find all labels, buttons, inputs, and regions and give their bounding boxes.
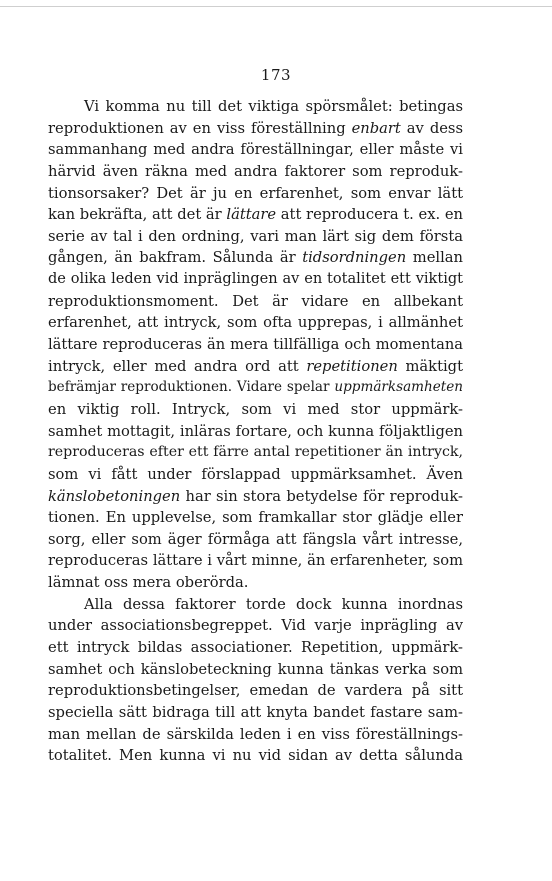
emphasized-term: uppmärksamheten xyxy=(334,379,463,396)
text-line xyxy=(48,464,463,486)
text-run: totalitet. Men kunna vi nu vid sidan av detta sålunda xyxy=(48,747,463,765)
text-line xyxy=(48,334,463,356)
text-line xyxy=(48,377,463,399)
text-run: lämnat oss mera oberörda. xyxy=(48,574,249,592)
text-run: att reproducera t. ex. en xyxy=(276,206,463,224)
text-run: Alla dessa faktorer torde dock kunna inordnas xyxy=(84,595,463,613)
text-run: mäktigt xyxy=(397,357,463,375)
text-run: reproduceras efter ett färre antal repetitioner än intryck, xyxy=(48,444,463,461)
paragraph xyxy=(48,594,463,767)
text-run: de olika leden vid inpräglingen av en totalitet ett viktigt xyxy=(48,271,463,288)
text-line xyxy=(48,269,463,291)
text-run: lättare reproduceras än mera tillfälliga och momentana xyxy=(48,336,463,354)
text-line xyxy=(48,680,463,702)
text-run: reproduktionsbetingelser, emedan de vardera på sitt xyxy=(48,682,463,700)
text-run: kan bekräfta, att det är xyxy=(48,206,227,224)
text-run: sorg, eller som äger förmåga att fängsla vårt intresse, xyxy=(48,530,463,548)
text-run: erfarenhet, att intryck, som ofta upprepas, i allmänhet xyxy=(48,314,463,332)
text-line xyxy=(48,139,463,161)
emphasized-term: tidsordningen xyxy=(302,249,407,267)
text-run: reproduktionsmoment. Det är vidare en allbekant xyxy=(48,292,463,310)
text-run: tionsorsaker? Det är ju en erfarenhet, som envar lätt xyxy=(48,184,463,202)
text-line xyxy=(48,486,463,508)
text-line xyxy=(48,356,463,378)
text-run: mellan xyxy=(406,249,463,267)
emphasized-term: lättare xyxy=(226,206,277,224)
text-line xyxy=(48,183,463,205)
text-line xyxy=(48,615,463,637)
emphasized-term: känslobetoningen xyxy=(48,487,181,505)
text-run: Vi komma nu till det viktiga spörsmålet: betingas xyxy=(84,98,463,115)
paragraph xyxy=(48,96,463,594)
text-line xyxy=(48,161,463,183)
text-line xyxy=(48,96,463,118)
text-run: reproduktionen av en viss föreställning xyxy=(48,119,352,137)
text-line xyxy=(48,745,463,767)
text-run: samhet mottagit, inläras fortare, och kunna följaktligen xyxy=(48,422,463,440)
emphasized-term: enbart xyxy=(351,119,401,137)
text-line xyxy=(48,399,463,421)
text-line xyxy=(48,702,463,724)
text-run: gången, än bakfram. Sålunda är xyxy=(48,249,303,267)
text-line xyxy=(48,507,463,529)
text-run: intryck, eller med andra ord att xyxy=(48,357,307,375)
text-run: av dess xyxy=(400,119,463,137)
text-line xyxy=(48,594,463,616)
text-line xyxy=(48,529,463,551)
text-line xyxy=(48,226,463,248)
body-text xyxy=(48,96,463,767)
text-run: speciella sätt bidraga till att knyta bandet fastare sam- xyxy=(48,703,463,721)
text-run: har sin stora betydelse för reproduk- xyxy=(180,487,463,505)
text-line xyxy=(48,659,463,681)
text-line xyxy=(48,637,463,659)
text-line xyxy=(48,118,463,140)
text-line xyxy=(48,204,463,226)
text-run: en viktig roll. Intryck, som vi med stor uppmärk- xyxy=(48,400,463,418)
text-run: befrämjar reproduktionen. Vidare spelar xyxy=(48,379,335,396)
text-run: samhet och känslobeteckning kunna tänkas verka som xyxy=(48,660,463,678)
text-run: serie av tal i den ordning, vari man lärt sig dem första xyxy=(48,227,463,245)
emphasized-term: repetitionen xyxy=(306,357,398,375)
text-line xyxy=(48,550,463,572)
text-line xyxy=(48,442,463,464)
text-run: ett intryck bildas associationer. Repetition, uppmärk- xyxy=(48,639,463,657)
text-run: som vi fått under förslappad uppmärksamhet. Även xyxy=(48,465,463,483)
text-run: sammanhang med andra föreställningar, eller måste vi xyxy=(48,141,463,159)
text-line xyxy=(48,247,463,269)
top-rule xyxy=(0,6,552,7)
text-line xyxy=(48,421,463,443)
text-line xyxy=(48,724,463,746)
text-run: tionen. En upplevelse, som framkallar stor glädje eller xyxy=(48,509,463,527)
text-run: man mellan de särskilda leden i en viss föreställnings- xyxy=(48,725,463,743)
text-line xyxy=(48,312,463,334)
text-run: under associationsbegreppet. Vid varje inprägling av xyxy=(48,617,463,635)
text-run: reproduceras lättare i vårt minne, än erfarenheter, som xyxy=(48,552,463,570)
page-number: 173 xyxy=(260,66,292,84)
text-line xyxy=(48,572,463,594)
text-run: härvid även räkna med andra faktorer som reproduk- xyxy=(48,162,463,180)
text-line xyxy=(48,291,463,313)
